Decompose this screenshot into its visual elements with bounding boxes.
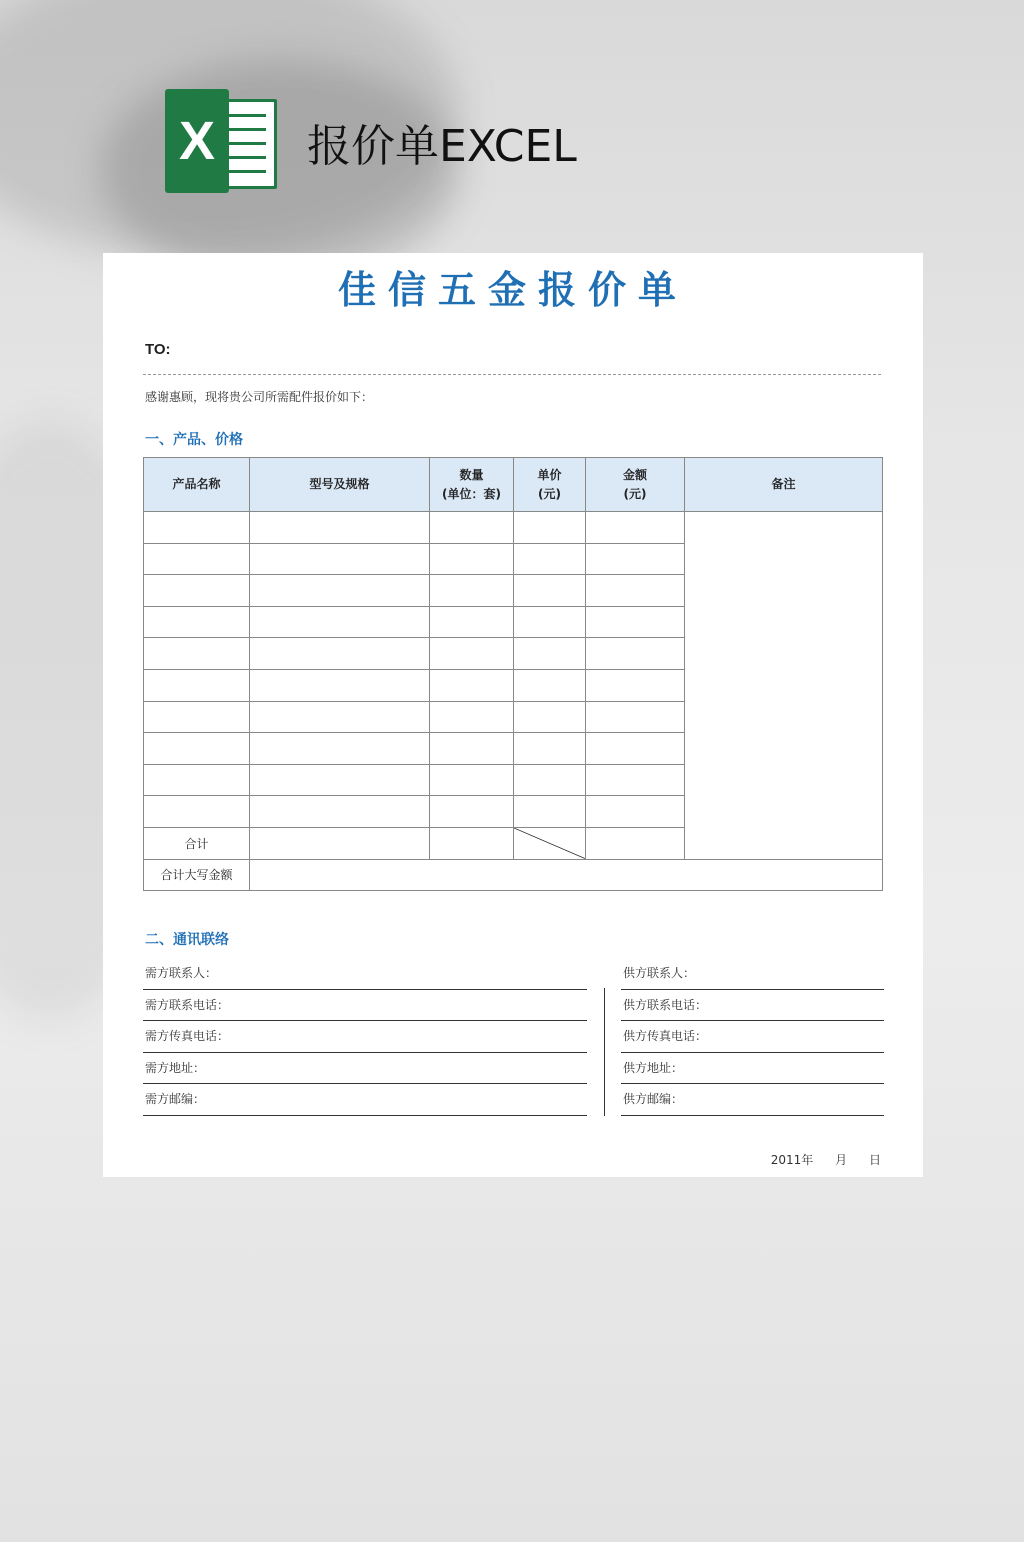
buyer-contact-field[interactable]: 需方联系人： [143,958,587,990]
dashed-divider [143,374,881,375]
col-header-amount: 金额 (元) [586,458,685,512]
total-upper-row [144,859,883,891]
to-label: TO: [145,341,171,358]
header-title: 报价单EXCEL [307,121,577,172]
buyer-address-field[interactable]: 需方地址： [143,1053,587,1085]
seller-postcode-field[interactable]: 供方邮编： [621,1084,884,1116]
remarks-cell[interactable] [685,512,883,860]
excel-x-mark: X [165,89,229,193]
section-products-heading: 一、产品、价格 [145,432,243,448]
col-header-remarks: 备注 [685,458,883,512]
date-line [771,1151,881,1168]
total-upper-label: 合计大写金额 [144,859,250,891]
seller-column [621,958,884,1116]
buyer-column [143,958,587,1116]
buyer-postcode-field[interactable]: 需方邮编： [143,1084,587,1116]
quote-document [103,253,923,1177]
seller-contact-field[interactable]: 供方联系人： [621,958,884,990]
seller-phone-field[interactable]: 供方联系电话： [621,990,884,1022]
col-header-unit-price: 单价 (元) [514,458,586,512]
contacts-block [143,958,884,1118]
date-year: 2011年 [770,1153,814,1167]
quote-table [143,457,883,891]
table-header-row [144,458,883,512]
seller-address-field[interactable]: 供方地址： [621,1053,884,1085]
buyer-fax-field[interactable]: 需方传真电话： [143,1021,587,1053]
col-header-spec: 型号及规格 [250,458,430,512]
date-month: 月 [835,1153,848,1167]
table-row [144,512,883,544]
header [165,88,577,196]
col-header-quantity: 数量 (单位：套) [430,458,514,512]
col-header-product: 产品名称 [144,458,250,512]
intro-text: 感谢惠顾，现将贵公司所需配件报价如下： [145,390,374,404]
excel-icon [165,89,273,195]
diagonal-cell [514,827,586,859]
total-label: 合计 [144,827,250,859]
seller-fax-field[interactable]: 供方传真电话： [621,1021,884,1053]
section-contacts-heading: 二、通讯联络 [145,932,229,948]
document-title: 佳信五金报价单 [337,268,688,312]
total-upper-value[interactable] [250,859,883,891]
column-divider [604,988,605,1116]
buyer-phone-field[interactable]: 需方联系电话： [143,990,587,1022]
date-day: 日 [868,1153,881,1167]
